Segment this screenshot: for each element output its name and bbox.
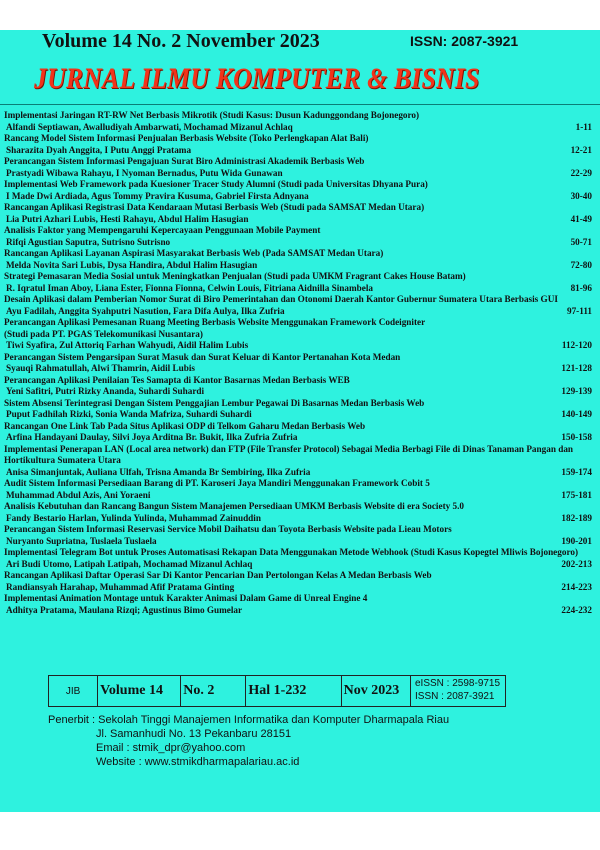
toc-page-range: 50-71 (570, 236, 592, 247)
toc-entry (4, 593, 594, 616)
divider (0, 104, 600, 105)
volume-title: Volume 14 No. 2 November 2023 (42, 30, 320, 52)
toc-entry (4, 110, 594, 133)
toc-page-range: 81-96 (570, 282, 592, 293)
toc-entry (4, 352, 594, 375)
toc-title: Rancang Model Sistem Informasi Penjualan Berbasis Website (Toko Perlengkapan Alat Bali) (4, 133, 369, 143)
jib-label: JIB (49, 676, 98, 707)
toc-authors: Melda Novita Sari Lubis, Dysa Handira, Abdul Halim Hasugian (6, 259, 258, 270)
toc-entry (4, 156, 594, 179)
toc-page-range: 30-40 (570, 190, 592, 201)
top-white-band (0, 0, 600, 30)
toc-page-range: 150-158 (561, 432, 592, 442)
toc-title: Perancangan Sistem Pengarsipan Surat Masuk dan Surat Keluar di Kantor Pertanahan Kota Medan (4, 351, 401, 362)
toc-page-range: 175-181 (561, 489, 592, 500)
toc-page-range: 202-213 (561, 558, 592, 569)
toc-entry (4, 225, 594, 248)
publisher-website: Website : www.stmikdharmapalariau.ac.id (96, 756, 300, 768)
toc-page-range: 190-201 (561, 535, 592, 546)
publisher-address: Jl. Samanhudi No. 13 Pekanbaru 28151 (96, 728, 292, 740)
toc-title-continued: Hortikultura Sumatera Utara (4, 455, 121, 465)
toc-title: Analisis Kebutuhan dan Rancang Bangun Sistem Manajemen Persediaan UMKM Berbasis Website di era Society 5.0 (4, 501, 464, 511)
toc-authors: Lia Putri Azhari Lubis, Hesti Rahayu, Abdul Halim Hasugian (6, 213, 249, 224)
toc-authors: Nuryanto Supriatna, Tuslaela Tuslaela (6, 535, 157, 546)
toc-title: Strategi Pemasaran Media Sosial untuk Meningkatkan Penjualan (Studi pada UMKM Fragrant Cakes House Batam) (4, 271, 466, 281)
toc-entry (4, 570, 594, 593)
info-number: No. 2 (181, 676, 246, 707)
toc-authors: Ari Budi Utomo, Latipah Latipah, Mochamad Mizanul Achlaq (6, 558, 253, 569)
toc-authors: Muhammad Abdul Azis, Ani Yoraeni (6, 489, 151, 500)
table-of-contents (4, 110, 594, 616)
info-date: Nov 2023 (341, 676, 410, 707)
toc-authors: R. Iqratul Iman Aboy, Liana Ester, Fionna Fionna, Celwin Louis, Fitriana Aidnilla Sinambela (6, 282, 373, 293)
info-volume: Volume 14 (98, 676, 181, 707)
toc-entry (4, 294, 594, 317)
toc-title: Analisis Faktor yang Mempengaruhi Kepercayaan Penggunaan Mobile Payment (4, 225, 321, 235)
toc-title: Desain Aplikasi dalam Pemberian Nomor Surat di Biro Pemerintahan dan Otonomi Daerah Kantor Gubernur Sumatera Utara Berbasis GUI (4, 294, 558, 304)
toc-entry (4, 317, 594, 352)
toc-entry (4, 421, 594, 444)
toc-title: Perancangan Sistem Informasi Reservasi Service Mobil Daihatsu dan Toyota Berbasis Website pada Lieau Motors (4, 524, 452, 534)
toc-entry (4, 524, 594, 547)
toc-page-range: 1-11 (575, 121, 592, 132)
toc-title: Rancangan One Link Tab Pada Situs Aplikasi ODP di Telkom Gaharu Medan Berbasis Web (4, 420, 366, 431)
toc-page-range: 224-232 (561, 604, 592, 615)
toc-title: Perancangan Sistem Informasi Pengajuan Surat Biro Administrasi Akademik Berbasis Web (4, 156, 365, 166)
toc-page-range: 12-21 (570, 144, 592, 155)
journal-title: JURNAL ILMU KOMPUTER & BISNIS (34, 62, 480, 95)
toc-authors: Anisa Simanjuntak, Auliana Ulfah, Trisna Amanda Br Sembiring, Ilka Zufria (6, 466, 311, 477)
toc-authors: Arfina Handayani Daulay, Silvi Joya Arditna Br. Bukit, Ilka Zufria Zufria (6, 432, 298, 442)
toc-authors: Yeni Safitri, Putri Rizky Ananda, Suhardi Suhardi (6, 386, 205, 396)
toc-authors: Sharazita Dyah Anggita, I Putu Anggi Pratama (6, 144, 192, 155)
toc-authors: Fandy Bestario Harlan, Yulinda Yulinda, Muhammad Zainuddin (6, 512, 261, 523)
toc-entry (4, 478, 594, 501)
toc-authors: Adhitya Pratama, Maulana Rizqi; Agustinus Bimo Gumelar (6, 604, 243, 615)
toc-page-range: 97-111 (566, 305, 592, 316)
toc-title: Implementasi Telegram Bot untuk Proses Automatisasi Rekapan Data Menggunakan Metode Webhook (Studi Kasus Kopegtel Mliwis Bojonegoro) (4, 547, 579, 557)
toc-page-range: 159-174 (561, 466, 592, 477)
toc-authors: Randiansyah Harahap, Muhammad Afif Pratama Ginting (6, 581, 235, 592)
toc-page-range: 112-120 (561, 340, 592, 350)
toc-page-range: 22-29 (570, 167, 592, 178)
toc-entry (4, 375, 594, 398)
toc-page-range: 182-189 (561, 512, 592, 523)
toc-title: Perancangan Aplikasi Pemesanan Ruang Meeting Berbasis Website Menggunakan Framework Codeigniter (4, 317, 426, 327)
toc-page-range: 129-139 (561, 386, 592, 396)
toc-title: Implementasi Web Framework pada Kuesioner Tracer Study Alumni (Studi pada Universitas Dhyana Pura) (4, 179, 428, 189)
issn-value: ISSN : 2087-3921 (415, 691, 495, 702)
toc-title: Rancangan Aplikasi Registrasi Data Kendaraan Mutasi Berbasis Web (Studi pada SAMSAT Medan Utara) (4, 202, 425, 212)
issn-label: ISSN: 2087-3921 (410, 33, 519, 49)
toc-authors: Prastyadi Wibawa Rahayu, I Nyoman Bernadus, Putu Wida Gunawan (6, 167, 283, 178)
toc-entry (4, 398, 594, 421)
toc-page-range: 140-149 (561, 409, 592, 419)
toc-title: Perancangan Aplikasi Penilaian Tes Samapta di Kantor Basarnas Medan Berbasis WEB (4, 374, 350, 385)
publisher-name: Penerbit : Sekolah Tinggi Manajemen Informatika dan Komputer Dharmapala Riau (48, 714, 450, 726)
toc-title: Audit Sistem Informasi Persediaan Barang di PT. Karoseri Jaya Mandiri Menggunakan Framework Cobit 5 (4, 478, 430, 488)
eissn-value: eISSN : 2598-9715 (415, 678, 501, 689)
toc-entry (4, 444, 594, 479)
toc-title: Rancangan Aplikasi Layanan Aspirasi Masyarakat Berbasis Web (Pada SAMSAT Medan Utara) (4, 248, 384, 258)
publisher-block (48, 713, 449, 769)
toc-page-range: 72-80 (570, 259, 592, 270)
toc-title: Rancangan Aplikasi Daftar Operasi Sar Di Kantor Pencarian Dan Pertolongan Kelas A Medan Berbasis Web (4, 570, 432, 580)
toc-authors: Rifqi Agustian Saputra, Sutrisno Sutrisno (6, 236, 171, 247)
toc-entry (4, 179, 594, 202)
toc-page-range: 214-223 (561, 581, 592, 592)
toc-entry (4, 248, 594, 271)
toc-authors: I Made Dwi Ardiada, Agus Tommy Pravira Kusuma, Gabriel Firsta Adnyana (6, 190, 309, 201)
bottom-white-band (0, 812, 600, 850)
toc-entry (4, 133, 594, 156)
toc-title: Implementasi Penerapan LAN (Local area network) dan FTP (File Transfer Protocol) Sebagai Media Berbagi File di Dinas Tanaman Pangan dan (4, 443, 574, 454)
toc-title: Implementasi Animation Montage untuk Karakter Animasi Dalam Game di Unreal Engine 4 (4, 593, 368, 603)
toc-entry (4, 501, 594, 524)
issn-box (414, 675, 507, 707)
publisher-email: Email : stmik_dpr@yahoo.com (96, 742, 246, 754)
toc-page-range: 121-128 (561, 363, 592, 373)
toc-entry (4, 547, 594, 570)
toc-authors: Alfandi Septiawan, Awalludiyah Ambarwati, Mochamad Mizanul Achlaq (6, 121, 293, 132)
toc-page-range: 41-49 (570, 213, 592, 224)
toc-title: Implementasi Jaringan RT-RW Net Berbasis Mikrotik (Studi Kasus: Dusun Kadunggondang Bojonegoro) (4, 110, 420, 120)
toc-title: Sistem Absensi Terintegrasi Dengan Sistem Penggajian Lembur Pegawai Di Basarnas Medan Berbasis Web (4, 397, 425, 408)
toc-entry (4, 271, 594, 294)
toc-authors: Syauqi Rahmatullah, Alwi Thamrin, Aidil Lubis (6, 363, 196, 373)
info-pages: Hal 1-232 (246, 676, 341, 707)
toc-entry (4, 202, 594, 225)
toc-authors: Tiwi Syafira, Zul Attoriq Farhan Wahyudi, Aidil Halim Lubis (6, 340, 249, 350)
toc-title-continued: (Studi pada PT. PGAS Telekomunikasi Nusantara) (4, 328, 203, 339)
toc-authors: Ayu Fadilah, Anggita Syahputri Nasution, Fara Difa Aulya, Ilka Zufria (6, 305, 285, 316)
toc-authors: Puput Fadhilah Rizki, Sonia Wanda Mafriza, Suhardi Suhardi (6, 409, 252, 419)
